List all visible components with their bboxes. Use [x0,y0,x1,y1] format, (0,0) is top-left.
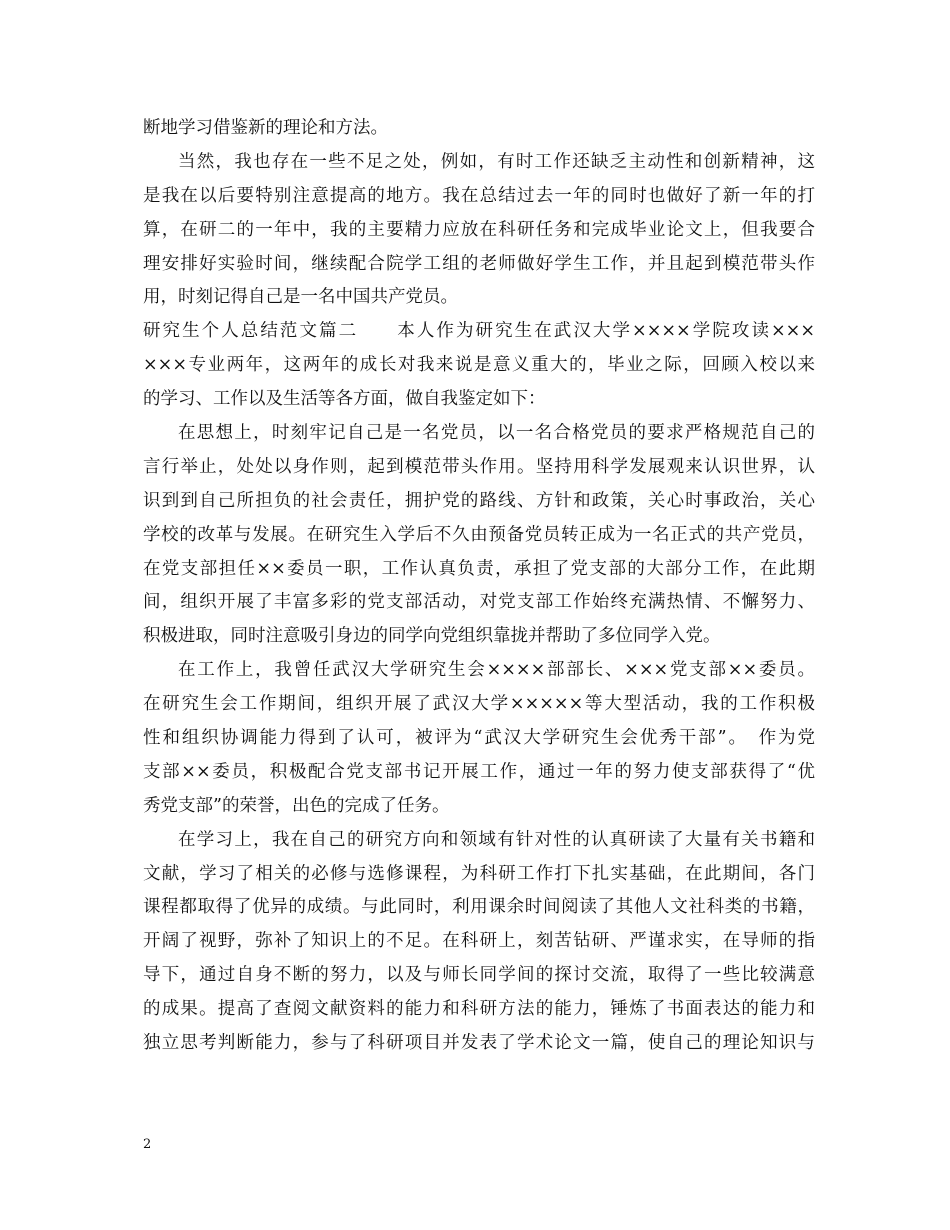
text-line: 当然，我也存在一些不足之处，例如，有时工作还缺乏主动性和创新精神，这 [178,151,815,172]
page-number: 2 [143,1137,152,1152]
text-line: 言行举止，处处以身作则，起到模范带头作用。坚持用科学发展观来认识世界，认 [143,456,815,477]
text-line: 识到到自己所担负的社会责任，拥护党的路线、方针和政策，关心时事政治，关心 [143,490,815,511]
text-line: 断地学习借鉴新的理论和方法。 [143,118,388,138]
text-line: 课程都取得了优异的成绩。与此同时，利用课余时间阅读了其他人文社科类的书籍， [143,897,815,918]
text-line: 的学习、工作以及生活等各方面，做自我鉴定如下： [143,389,546,410]
text-line: 性和组织协调能力得到了认可，被评为“武汉大学研究生会优秀干部”。 作为党 [143,728,815,749]
text-line: 独立思考判断能力，参与了科研项目并发表了学术论文一篇，使自己的理论知识与 [143,1033,815,1054]
text-line: 学校的改革与发展。在研究生入学后不久由预备党员转正成为一名正式的共产党员， [143,524,815,545]
text-line: 在学习上，我在自己的研究方向和领域有针对性的认真研读了大量有关书籍和 [178,829,815,850]
document-body [143,112,815,1061]
text-line: 秀党支部”的荣誉，出色的完成了任务。 [143,795,450,816]
text-line: 积极进取，同时注意吸引身边的同学向党组织靠拢并帮助了多位同学入党。 [143,626,721,647]
text-line: 算，在研二的一年中，我的主要精力应放在科研任务和完成毕业论文上，但我要合 [143,219,815,240]
text-line: 在工作上，我曾任武汉大学研究生会××××部部长、×××党支部××委员。 [178,660,815,681]
text-line: 间，组织开展了丰富多彩的党支部活动，对党支部工作始终充满热情、不懈努力、 [143,592,815,613]
text-line: 文献，学习了相关的必修与选修课程，为科研工作打下扎实基础，在此期间，各门 [143,863,815,884]
text-line: 用，时刻记得自己是一名中国共产党员。 [143,287,458,308]
text-line: ×××专业两年，这两年的成长对我来说是意义重大的，毕业之际，回顾入校以来 [143,355,815,376]
text-line: 在思想上，时刻牢记自己是一名党员，以一名合格党员的要求严格规范自己的 [178,423,815,444]
text-line: 在研究生会工作期间，组织开展了武汉大学×××××等大型活动，我的工作积极 [143,694,815,715]
text-line: 导下，通过自身不断的努力，以及与师长同学间的探讨交流，取得了一些比较满意 [143,965,815,986]
text-line: 的成果。提高了查阅文献资料的能力和科研方法的能力，锤炼了书面表达的能力和 [143,999,815,1020]
text-line: 研究生个人总结范文篇二 本人作为研究生在武汉大学××××学院攻读××× [143,321,815,342]
text-line: 开阔了视野，弥补了知识上的不足。在科研上，刻苦钻研、严谨求实，在导师的指 [143,931,815,952]
text-line: 支部××委员，积极配合党支部书记开展工作，通过一年的努力使支部获得了“优 [143,761,815,782]
text-line: 是我在以后要特别注意提高的地方。我在总结过去一年的同时也做好了新一年的打 [143,185,815,206]
text-line: 在党支部担任××委员一职，工作认真负责，承担了党支部的大部分工作，在此期 [143,558,815,579]
text-line: 理安排好实验时间，继续配合院学工组的老师做好学生工作，并且起到模范带头作 [143,253,815,274]
